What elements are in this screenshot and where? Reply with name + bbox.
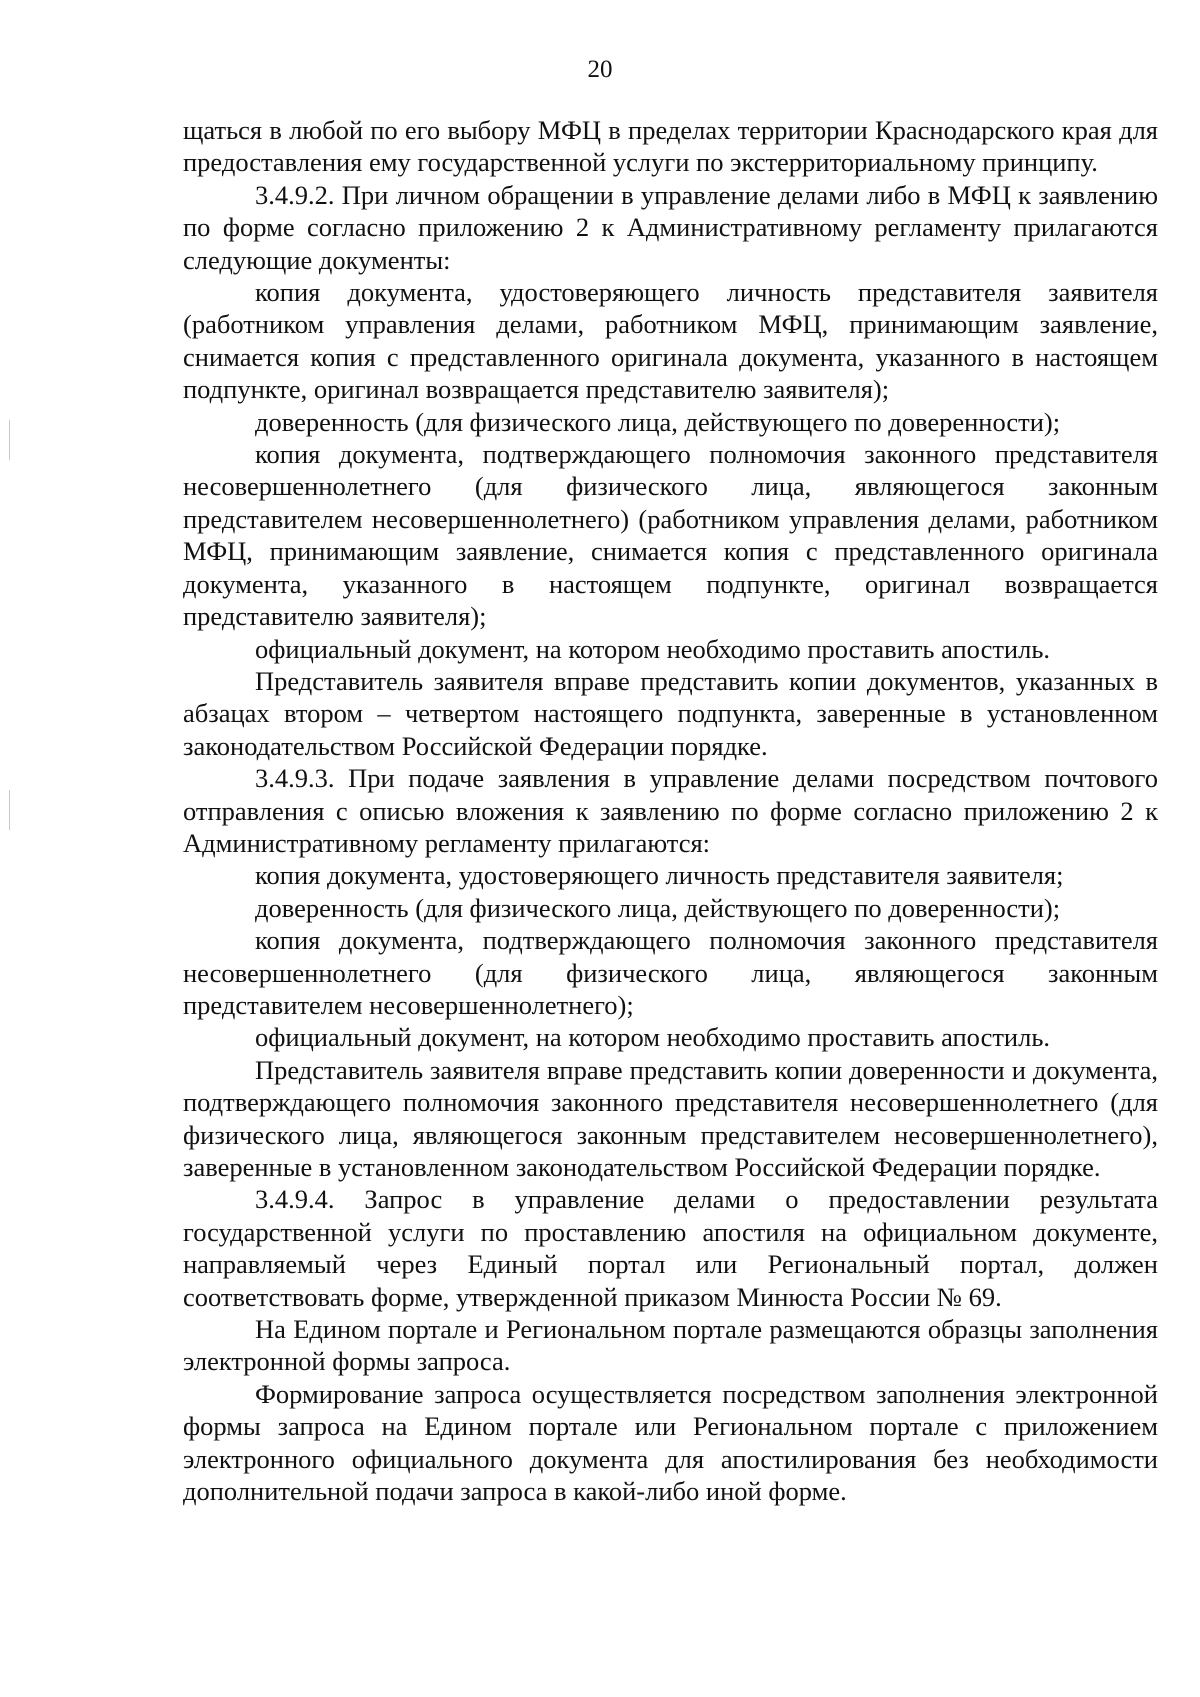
scan-artifact	[9, 790, 10, 830]
list-item: копия документа, удостоверяющего личность представителя заявителя;	[255, 860, 1064, 891]
list-item: доверенность (для физического лица, действующего по доверенности);	[255, 406, 1061, 437]
list-item: копия документа, подтверждающего полномочия законного представителя несовершеннолетнего (для физического лица, являющегося законным представителем несовершеннолетнего) (работником управления делами, работником МФЦ, принимающим заявление, снимается копия с представленного оригинала документа, указанного в настоящем подпункте, оригинал возвращается представителю заявителя);	[183, 439, 1158, 632]
list-item: копия документа, удостоверяющего личность представителя заявителя (работником управления делами, работником МФЦ, принимающим заявление, снимается копия с представленного оригинала документа, указанного в настоящем подпункте, оригинал возвращается представителю заявителя);	[183, 277, 1158, 405]
paragraph: Представитель заявителя вправе представить копии доверенности и документа, подтверждающего полномочия законного представителя несовершеннолетнего (для физического лица, являющегося законным представителем несовершеннолетнего), заверенные в установленном законодательством Российской Федерации порядке.	[183, 1054, 1158, 1182]
paragraph: щаться в любой по его выбору МФЦ в пределах территории Краснодарского края для предоставления ему государственной услуги по экстерриториальному принципу.	[183, 115, 1158, 178]
paragraph: Формирование запроса осуществляется посредством заполнения электронной формы запроса на Едином портале или Региональном портале с приложением электронного официального документа для апостилирования без необходимости дополнительной подачи запроса в какой-либо иной форме.	[183, 1378, 1158, 1507]
scan-artifact	[9, 420, 10, 460]
paragraph: 3.4.9.4. Запрос в управление делами о предоставлении результата государственной услуги по проставлению апостиля на официальном документе, направляемый через Единый портал или Региональный портал, должен соответствовать форме, утвержденной приказом Минюста России № 69.	[183, 1184, 1158, 1312]
paragraph: 3.4.9.2. При личном обращении в управление делами либо в МФЦ к заявлению по форме согласно приложению 2 к Административному регламенту прилагаются следующие документы:	[183, 179, 1158, 275]
document-body	[183, 114, 1158, 1507]
paragraph: 3.4.9.3. При подаче заявления в управление делами посредством почтового отправления с описью вложения к заявлению по форме согласно приложению 2 к Административному регламенту прилагаются:	[183, 763, 1158, 858]
list-item: официальный документ, на котором необходимо проставить апостиль.	[255, 1022, 1051, 1053]
list-item: официальный документ, на котором необходимо проставить апостиль.	[255, 633, 1051, 664]
list-item: копия документа, подтверждающего полномочия законного представителя несовершеннолетнего (для физического лица, являющегося законным представителем несовершеннолетнего);	[183, 925, 1158, 1020]
page-number: 20	[587, 56, 613, 83]
list-item: доверенность (для физического лица, действующего по доверенности);	[255, 892, 1061, 923]
paragraph: Представитель заявителя вправе представить копии документов, указанных в абзацах втором – четвертом настоящего подпункта, заверенные в установленном законодательством Российской Федерации порядке.	[183, 665, 1158, 761]
paragraph: На Едином портале и Региональном портале размещаются образцы заполнения электронной формы запроса.	[183, 1314, 1158, 1377]
